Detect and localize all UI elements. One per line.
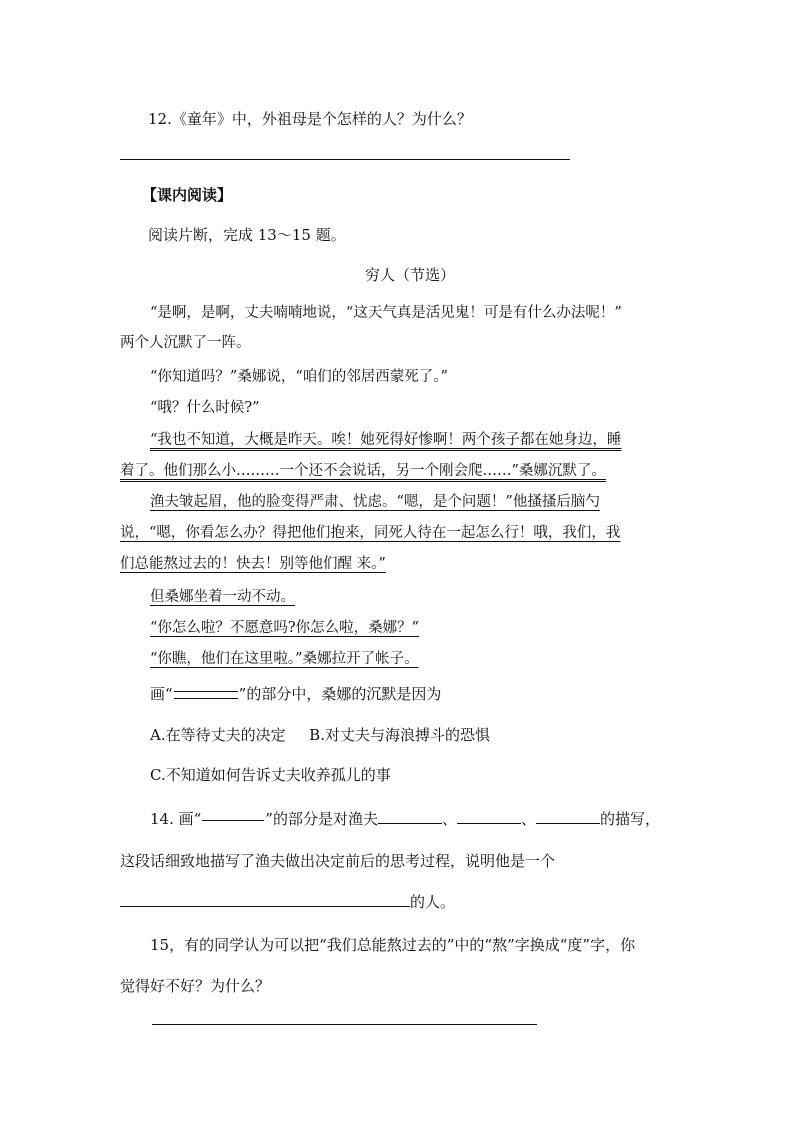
q13-option-b: B.对丈夫与海浪搏斗的恐惧 xyxy=(309,726,490,744)
passage-line-3: “你知道吗？”桑娜说，“咱们的邻居西蒙死了。” xyxy=(150,369,448,385)
q14-blank-2[interactable] xyxy=(457,809,521,824)
question-13-stem xyxy=(150,683,441,704)
passage-line-8-underlined: 说，“嗯，你看怎么办？得把他们抱来，同死人待在一起怎么行！哦，我们，我 xyxy=(120,525,621,541)
q14-part1: ”的部分是对渔夫 xyxy=(265,810,378,828)
reading-instruction: 阅读片断，完成 13～15 题。 xyxy=(148,226,346,244)
q14-part2: 的描写， xyxy=(600,810,661,828)
question-14-line-2: 这段话细致地描写了渔夫做出决定前后的思考过程，说明他是一个 xyxy=(120,852,556,870)
question-12: 12.《童年》中，外祖母是个怎样的人？为什么？ xyxy=(148,110,472,128)
q14-blank-3[interactable] xyxy=(536,809,600,824)
q13-stem-suffix: ”的部分中，桑娜的沉默是因为 xyxy=(238,685,442,703)
passage-line-1: “是啊，是啊，丈夫喃喃地说，“这天气真是活见鬼！可是有什么办法呢！” xyxy=(150,305,622,321)
q14-line3-suffix: 的人。 xyxy=(410,893,456,911)
q14-prefix: 14. 画“ xyxy=(150,810,202,828)
q13-stem-prefix: 画“ xyxy=(150,685,173,703)
question-14-line-3 xyxy=(120,891,455,912)
passage-line-4: “哦？什么时候?” xyxy=(150,400,260,416)
passage-line-6-double-underlined: 着了。他们那么小………一个还不会说话，另一个刚会爬……”桑娜沉默了。 xyxy=(120,463,606,479)
passage-line-12-underlined: “你瞧，他们在这里啦。”桑娜拉开了帐子。 xyxy=(150,651,419,667)
q14-sep1: 、 xyxy=(441,810,457,828)
double-underline-mark xyxy=(174,691,238,699)
q13-options-ab xyxy=(150,724,490,745)
answer-line-15[interactable] xyxy=(152,1024,537,1025)
q14-sep2: 、 xyxy=(520,810,536,828)
passage-title: 穷人（节选） xyxy=(365,266,456,284)
q14-blank-4[interactable] xyxy=(120,892,410,907)
q13-option-a: A.在等待丈夫的决定 xyxy=(150,726,286,744)
question-15-line-1: 15，有的同学认为可以把“我们总能熬过去的”中的“熬”字换成“度”字，你 xyxy=(150,936,636,954)
single-underline-mark xyxy=(202,820,264,821)
q14-blank-1[interactable] xyxy=(378,809,442,824)
q13-option-c: C.不知道如何告诉丈夫收养孤儿的事 xyxy=(150,766,391,784)
answer-line-12 xyxy=(120,159,570,160)
question-14-line-1 xyxy=(150,808,660,829)
passage-line-5-double-underlined: “我也不知道，大概是昨天。唉！她死得好惨啊！两个孩子都在她身边，睡 xyxy=(150,432,622,448)
question-15-line-2: 觉得好不好？为什么？ xyxy=(120,977,271,995)
passage-line-2: 两个人沉默了一阵。 xyxy=(120,335,251,351)
passage-line-11-underlined: “你怎么啦？不愿意吗?你怎么啦，桑娜？” xyxy=(150,620,420,636)
passage-line-10-underlined: 但桑娜坐着一动不动。 xyxy=(150,589,295,605)
section-label: 【课内阅读】 xyxy=(142,186,233,204)
passage-line-7-underlined: 渔夫皱起眉，他的脸变得严肃、忧虑。“嗯，是个问题！”他搔搔后脑勺 xyxy=(150,494,600,510)
passage-line-9-underlined: 们总能熬过去的！快去！别等他们醒 来。” xyxy=(120,556,386,572)
